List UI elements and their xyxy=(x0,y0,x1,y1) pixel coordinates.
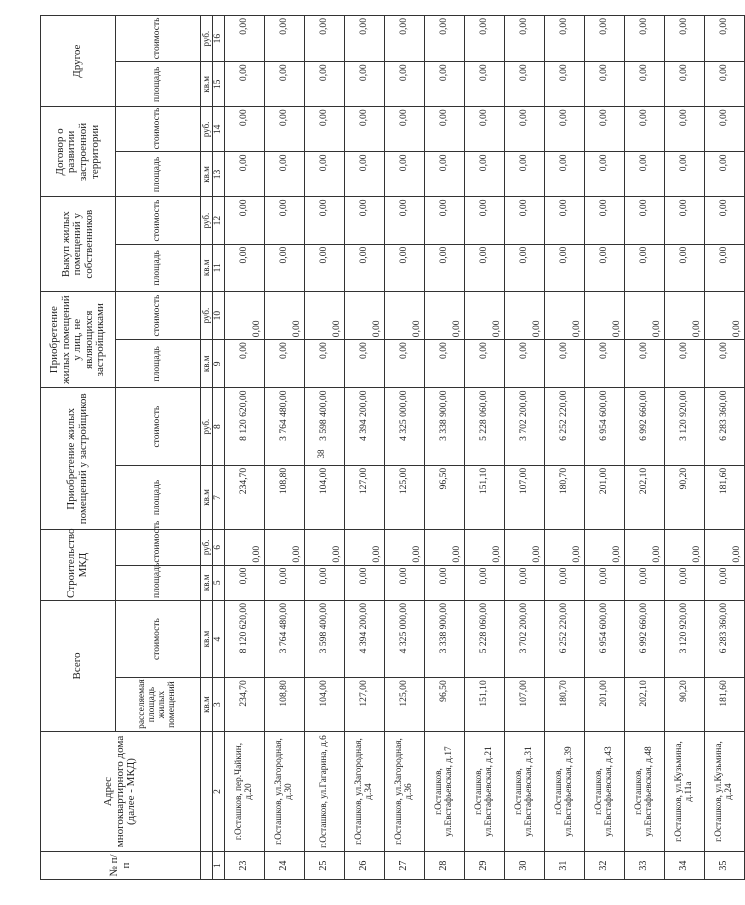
col-number: 13 xyxy=(213,152,225,197)
buyout-cost: 0,00 xyxy=(305,197,345,244)
row-number: 31 xyxy=(545,852,585,880)
mkd-cost: 0,00 xyxy=(585,530,625,565)
other-area: 0,00 xyxy=(625,62,665,107)
contract-area: 0,00 xyxy=(665,152,705,197)
other-area: 0,00 xyxy=(385,62,425,107)
header-contract-cost: стоимость xyxy=(116,107,201,152)
nondev-area: 0,00 xyxy=(265,340,305,388)
total-cost: 6 283 360,00 xyxy=(705,600,745,677)
total-area: 181,60 xyxy=(705,678,745,732)
header-nondev-cost: стоимость xyxy=(116,291,201,339)
address-cell: г.Осташков, пер.Чайкин, д.20 xyxy=(225,731,265,851)
contract-cost: 0,00 xyxy=(505,107,545,152)
nondev-area: 0,00 xyxy=(425,340,465,388)
total-cost: 3 338 900,00 xyxy=(425,600,465,677)
unit-cell: кв.м xyxy=(201,600,213,677)
other-area: 0,00 xyxy=(505,62,545,107)
header-total-cost: стоимость xyxy=(116,600,201,677)
address-cell: г.Осташков, ул.Евстафьевская, д.31 xyxy=(505,731,545,851)
buyout-area: 0,00 xyxy=(625,244,665,291)
mkd-area: 0,00 xyxy=(625,565,665,600)
dev-cost: 6 992 660,00 xyxy=(625,388,665,465)
buyout-cost: 0,00 xyxy=(265,197,305,244)
other-area: 0,00 xyxy=(425,62,465,107)
contract-cost: 0,00 xyxy=(265,107,305,152)
nondev-cost: 0,00 xyxy=(465,291,505,339)
dev-area: 127,00 xyxy=(345,465,385,529)
mkd-area: 0,00 xyxy=(585,565,625,600)
buyout-cost: 0,00 xyxy=(705,197,745,244)
total-cost: 4 394 200,00 xyxy=(345,600,385,677)
mkd-area: 0,00 xyxy=(225,565,265,600)
nondev-area: 0,00 xyxy=(705,340,745,388)
row-number: 26 xyxy=(345,852,385,880)
buyout-area: 0,00 xyxy=(505,244,545,291)
total-cost: 3 764 480,00 xyxy=(265,600,305,677)
dev-cost: 6 252 220,00 xyxy=(545,388,585,465)
mkd-cost: 0,00 xyxy=(265,530,305,565)
row-number: 30 xyxy=(505,852,545,880)
dev-area: 90,20 xyxy=(665,465,705,529)
unit-cell xyxy=(201,852,213,880)
nondev-cost: 0,00 xyxy=(305,291,345,339)
contract-cost: 0,00 xyxy=(385,107,425,152)
unit-cell: руб. xyxy=(201,388,213,465)
nondev-area: 0,00 xyxy=(505,340,545,388)
mkd-cost: 0,00 xyxy=(465,530,505,565)
header-buyout-cost: стоимость xyxy=(116,197,201,244)
other-cost: 0,00 xyxy=(545,16,585,62)
other-cost: 0,00 xyxy=(265,16,305,62)
unit-cell: кв.м xyxy=(201,465,213,529)
header-other-cost: стоимость xyxy=(116,16,201,62)
nondev-cost: 0,00 xyxy=(505,291,545,339)
buyout-cost: 0,00 xyxy=(665,197,705,244)
mkd-area: 0,00 xyxy=(465,565,505,600)
nondev-area: 0,00 xyxy=(665,340,705,388)
column-numbers-row xyxy=(213,16,225,880)
contract-cost: 0,00 xyxy=(465,107,505,152)
total-cost: 6 954 600,00 xyxy=(585,600,625,677)
nondev-cost: 0,00 xyxy=(265,291,305,339)
col-number: 3 xyxy=(213,678,225,732)
contract-cost: 0,00 xyxy=(585,107,625,152)
contract-cost: 0,00 xyxy=(665,107,705,152)
unit-cell: кв.м xyxy=(201,565,213,600)
table-row xyxy=(225,16,265,880)
mkd-area: 0,00 xyxy=(265,565,305,600)
buyout-area: 0,00 xyxy=(305,244,345,291)
col-number: 2 xyxy=(213,731,225,851)
header-other-area: площадь xyxy=(116,62,201,107)
table-row xyxy=(465,16,505,880)
unit-cell: кв.м xyxy=(201,340,213,388)
buyout-cost: 0,00 xyxy=(465,197,505,244)
dev-cost: 6 954 600,00 xyxy=(585,388,625,465)
buyout-cost: 0,00 xyxy=(385,197,425,244)
col-number: 4 xyxy=(213,600,225,677)
row-number: 33 xyxy=(625,852,665,880)
table-row xyxy=(345,16,385,880)
table-row xyxy=(305,16,345,880)
col-number: 7 xyxy=(213,465,225,529)
table-row xyxy=(385,16,425,880)
mkd-area: 0,00 xyxy=(385,565,425,600)
total-area: 107,00 xyxy=(505,678,545,732)
dev-cost: 8 120 620,00 xyxy=(225,388,265,465)
col-number: 1 xyxy=(213,852,225,880)
mkd-cost: 0,00 xyxy=(425,530,465,565)
table-row xyxy=(705,16,745,880)
other-cost: 0,00 xyxy=(665,16,705,62)
buyout-cost: 0,00 xyxy=(625,197,665,244)
contract-cost: 0,00 xyxy=(305,107,345,152)
contract-area: 0,00 xyxy=(705,152,745,197)
total-cost: 5 228 060,00 xyxy=(465,600,505,677)
total-area: 151,10 xyxy=(465,678,505,732)
other-area: 0,00 xyxy=(665,62,705,107)
buyout-area: 0,00 xyxy=(665,244,705,291)
dev-area: 108,80 xyxy=(265,465,305,529)
header-nondev-area: площадь xyxy=(116,340,201,388)
unit-cell xyxy=(201,731,213,851)
header-address: Адрес многоквартирного дома (далее - МКД) xyxy=(41,731,201,851)
contract-cost: 0,00 xyxy=(625,107,665,152)
total-area: 104,00 xyxy=(305,678,345,732)
table-row xyxy=(665,16,705,880)
total-cost: 3 702 200,00 xyxy=(505,600,545,677)
nondev-area: 0,00 xyxy=(305,340,345,388)
other-area: 0,00 xyxy=(545,62,585,107)
nondev-cost: 0,00 xyxy=(545,291,585,339)
row-number: 23 xyxy=(225,852,265,880)
nondev-cost: 0,00 xyxy=(425,291,465,339)
buyout-area: 0,00 xyxy=(465,244,505,291)
buyout-area: 0,00 xyxy=(705,244,745,291)
nondev-area: 0,00 xyxy=(465,340,505,388)
table-row xyxy=(505,16,545,880)
row-number: 28 xyxy=(425,852,465,880)
other-cost: 0,00 xyxy=(505,16,545,62)
buyout-area: 0,00 xyxy=(585,244,625,291)
nondev-area: 0,00 xyxy=(625,340,665,388)
buyout-area: 0,00 xyxy=(425,244,465,291)
total-area: 127,00 xyxy=(345,678,385,732)
header-purchase-developers: Приобретение жилых помещений у застройщиков xyxy=(41,388,116,530)
total-area: 90,20 xyxy=(665,678,705,732)
other-area: 0,00 xyxy=(225,62,265,107)
page-number: 38 xyxy=(316,449,326,459)
header-mkd-cost: стоимость xyxy=(116,530,201,565)
dev-area: 96,50 xyxy=(425,465,465,529)
contract-area: 0,00 xyxy=(625,152,665,197)
header-purchase-non-developers: Приобретение жилых помещений у лиц, не являющихся застройщиками xyxy=(41,291,116,388)
table-row xyxy=(545,16,585,880)
total-cost: 3 598 400,00 xyxy=(305,600,345,677)
nondev-cost: 0,00 xyxy=(705,291,745,339)
other-cost: 0,00 xyxy=(305,16,345,62)
total-cost: 6 992 660,00 xyxy=(625,600,665,677)
row-number: 35 xyxy=(705,852,745,880)
unit-cell: кв.м xyxy=(201,152,213,197)
dev-cost: 3 702 200,00 xyxy=(505,388,545,465)
contract-area: 0,00 xyxy=(225,152,265,197)
address-cell: г.Осташков, ул.Гагарина, д.6 xyxy=(305,731,345,851)
total-area: 234,70 xyxy=(225,678,265,732)
mkd-area: 0,00 xyxy=(665,565,705,600)
address-cell: г.Осташков, ул.Загородная, д.34 xyxy=(345,731,385,851)
address-cell: г.Осташков, ул.Евстафьевская, д.17 xyxy=(425,731,465,851)
buyout-cost: 0,00 xyxy=(545,197,585,244)
units-row xyxy=(201,16,213,880)
table-row xyxy=(425,16,465,880)
nondev-cost: 0,00 xyxy=(345,291,385,339)
mkd-cost: 0,00 xyxy=(305,530,345,565)
mkd-cost: 0,00 xyxy=(385,530,425,565)
header-other: Другое xyxy=(41,16,116,107)
contract-area: 0,00 xyxy=(345,152,385,197)
dev-cost: 4 394 200,00 xyxy=(345,388,385,465)
buyout-area: 0,00 xyxy=(385,244,425,291)
header-no: № п/п xyxy=(41,852,201,880)
mkd-area: 0,00 xyxy=(545,565,585,600)
other-cost: 0,00 xyxy=(585,16,625,62)
dev-area: 125,00 xyxy=(385,465,425,529)
table-body xyxy=(225,16,745,880)
mkd-cost: 0,00 xyxy=(665,530,705,565)
col-number: 10 xyxy=(213,291,225,339)
other-cost: 0,00 xyxy=(625,16,665,62)
contract-area: 0,00 xyxy=(505,152,545,197)
buyout-cost: 0,00 xyxy=(345,197,385,244)
dev-cost: 3 598 400,00 xyxy=(305,388,345,465)
dev-area: 234,70 xyxy=(225,465,265,529)
header-area-settle: расселяемая площадь жилых помещений xyxy=(116,678,201,732)
other-area: 0,00 xyxy=(465,62,505,107)
nondev-area: 0,00 xyxy=(545,340,585,388)
header-buyout-area: площадь xyxy=(116,244,201,291)
mkd-area: 0,00 xyxy=(505,565,545,600)
mkd-area: 0,00 xyxy=(345,565,385,600)
address-cell: г.Осташков, ул.Евстафьевская, д.39 xyxy=(545,731,585,851)
dev-cost: 3 338 900,00 xyxy=(425,388,465,465)
contract-cost: 0,00 xyxy=(545,107,585,152)
nondev-cost: 0,00 xyxy=(385,291,425,339)
contract-area: 0,00 xyxy=(265,152,305,197)
table-row xyxy=(625,16,665,880)
dev-cost: 4 325 000,00 xyxy=(385,388,425,465)
address-cell: г.Осташков, ул.Кузьмина, д.11а xyxy=(665,731,705,851)
dev-area: 201,00 xyxy=(585,465,625,529)
other-cost: 0,00 xyxy=(465,16,505,62)
contract-cost: 0,00 xyxy=(705,107,745,152)
buyout-cost: 0,00 xyxy=(225,197,265,244)
address-cell: г.Осташков, ул.Кузьмина, д.24 xyxy=(705,731,745,851)
other-cost: 0,00 xyxy=(705,16,745,62)
col-number: 5 xyxy=(213,565,225,600)
nondev-area: 0,00 xyxy=(585,340,625,388)
total-cost: 4 325 000,00 xyxy=(385,600,425,677)
nondev-cost: 0,00 xyxy=(225,291,265,339)
buyout-cost: 0,00 xyxy=(425,197,465,244)
unit-cell: кв.м xyxy=(201,678,213,732)
col-number: 8 xyxy=(213,388,225,465)
nondev-area: 0,00 xyxy=(385,340,425,388)
unit-cell: руб. xyxy=(201,197,213,244)
buyout-area: 0,00 xyxy=(225,244,265,291)
mkd-area: 0,00 xyxy=(705,565,745,600)
header-mkd: Строительство МКД xyxy=(41,530,116,601)
buyout-area: 0,00 xyxy=(545,244,585,291)
buyout-cost: 0,00 xyxy=(585,197,625,244)
other-area: 0,00 xyxy=(345,62,385,107)
col-number: 6 xyxy=(213,530,225,565)
dev-cost: 3 764 480,00 xyxy=(265,388,305,465)
total-area: 125,00 xyxy=(385,678,425,732)
header-row-groups xyxy=(41,16,116,880)
mkd-area: 0,00 xyxy=(425,565,465,600)
contract-area: 0,00 xyxy=(425,152,465,197)
rotated-page xyxy=(40,15,742,880)
buyout-area: 0,00 xyxy=(345,244,385,291)
dev-cost: 6 283 360,00 xyxy=(705,388,745,465)
nondev-cost: 0,00 xyxy=(585,291,625,339)
other-area: 0,00 xyxy=(585,62,625,107)
dev-area: 202,10 xyxy=(625,465,665,529)
mkd-cost: 0,00 xyxy=(225,530,265,565)
header-mkd-area: площадь xyxy=(116,565,201,600)
buyout-cost: 0,00 xyxy=(505,197,545,244)
nondev-area: 0,00 xyxy=(225,340,265,388)
dev-cost: 5 228 060,00 xyxy=(465,388,505,465)
mkd-cost: 0,00 xyxy=(705,530,745,565)
dev-area: 180,70 xyxy=(545,465,585,529)
total-area: 202,10 xyxy=(625,678,665,732)
total-area: 108,80 xyxy=(265,678,305,732)
contract-area: 0,00 xyxy=(465,152,505,197)
col-number: 14 xyxy=(213,107,225,152)
nondev-cost: 0,00 xyxy=(625,291,665,339)
row-number: 34 xyxy=(665,852,705,880)
other-cost: 0,00 xyxy=(385,16,425,62)
buyout-area: 0,00 xyxy=(265,244,305,291)
address-cell: г.Осташков, ул.Евстафьевская, д.21 xyxy=(465,731,505,851)
header-dev-area: площадь xyxy=(116,465,201,529)
header-contract-area: площадь xyxy=(116,152,201,197)
dev-area: 104,00 xyxy=(305,465,345,529)
address-cell: г.Осташков, ул.Евстафьевская, д.48 xyxy=(625,731,665,851)
unit-cell: руб. xyxy=(201,16,213,62)
row-number: 29 xyxy=(465,852,505,880)
address-cell: г.Осташков, ул.Загородная, д.30 xyxy=(265,731,305,851)
mkd-cost: 0,00 xyxy=(505,530,545,565)
contract-cost: 0,00 xyxy=(425,107,465,152)
other-cost: 0,00 xyxy=(425,16,465,62)
table-row xyxy=(585,16,625,880)
header-buyout: Выкуп жилых помещений у собственников xyxy=(41,197,116,291)
dev-cost: 3 120 920,00 xyxy=(665,388,705,465)
unit-cell: кв.м xyxy=(201,62,213,107)
contract-area: 0,00 xyxy=(385,152,425,197)
total-area: 180,70 xyxy=(545,678,585,732)
total-area: 201,00 xyxy=(585,678,625,732)
nondev-cost: 0,00 xyxy=(665,291,705,339)
header-development-contract: Договор о развитии застроенной территории xyxy=(41,107,116,197)
row-number: 32 xyxy=(585,852,625,880)
contract-area: 0,00 xyxy=(585,152,625,197)
mkd-cost: 0,00 xyxy=(545,530,585,565)
header-total: Всего xyxy=(41,600,116,731)
other-cost: 0,00 xyxy=(345,16,385,62)
row-number: 25 xyxy=(305,852,345,880)
mkd-area: 0,00 xyxy=(305,565,345,600)
address-cell: г.Осташков, ул.Евстафьевская, д.43 xyxy=(585,731,625,851)
other-cost: 0,00 xyxy=(225,16,265,62)
other-area: 0,00 xyxy=(305,62,345,107)
nondev-area: 0,00 xyxy=(345,340,385,388)
dev-area: 107,00 xyxy=(505,465,545,529)
total-area: 96,50 xyxy=(425,678,465,732)
dev-area: 181,60 xyxy=(705,465,745,529)
col-number: 12 xyxy=(213,197,225,244)
table-row xyxy=(265,16,305,880)
resettlement-table xyxy=(40,15,745,880)
total-cost: 3 120 920,00 xyxy=(665,600,705,677)
col-number: 11 xyxy=(213,244,225,291)
unit-cell: кв.м xyxy=(201,244,213,291)
contract-cost: 0,00 xyxy=(345,107,385,152)
unit-cell: руб. xyxy=(201,291,213,339)
other-area: 0,00 xyxy=(265,62,305,107)
total-cost: 8 120 620,00 xyxy=(225,600,265,677)
col-number: 9 xyxy=(213,340,225,388)
contract-area: 0,00 xyxy=(545,152,585,197)
header-dev-cost: стоимость xyxy=(116,388,201,465)
mkd-cost: 0,00 xyxy=(625,530,665,565)
row-number: 27 xyxy=(385,852,425,880)
contract-area: 0,00 xyxy=(305,152,345,197)
total-cost: 6 252 220,00 xyxy=(545,600,585,677)
contract-cost: 0,00 xyxy=(225,107,265,152)
unit-cell: руб. xyxy=(201,530,213,565)
row-number: 24 xyxy=(265,852,305,880)
other-area: 0,00 xyxy=(705,62,745,107)
unit-cell: руб. xyxy=(201,107,213,152)
dev-area: 151,10 xyxy=(465,465,505,529)
col-number: 15 xyxy=(213,62,225,107)
mkd-cost: 0,00 xyxy=(345,530,385,565)
address-cell: г.Осташков, ул.Загородная, д.36 xyxy=(385,731,425,851)
col-number: 16 xyxy=(213,16,225,62)
